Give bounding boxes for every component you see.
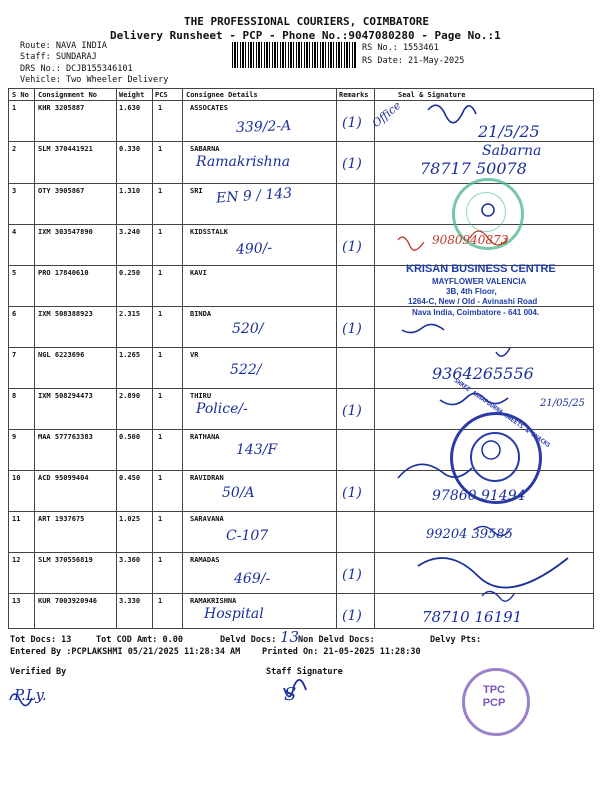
row-sno: 8 (12, 392, 17, 400)
printed-on: Printed On: 21-05-2025 11:28:30 (262, 647, 421, 657)
row-consignee-name: RAMADAS (190, 556, 220, 564)
tpc-stamp-text (474, 684, 514, 710)
row-handwritten-note: 50/A (222, 485, 255, 501)
row-consignment-no: IXM 508294473 (38, 392, 93, 400)
row-consignee-name: BINDA (190, 310, 212, 318)
row-consignment-no: SLM 370441921 (38, 145, 93, 153)
row-consignment-no: SLM 370556819 (38, 556, 93, 564)
row-pcs: 1 (158, 228, 163, 236)
col-header-seal: Seal & Signature (398, 91, 466, 99)
verified-by-label: Verified By (10, 667, 67, 677)
row8-date: 21/05/25 (540, 398, 585, 409)
row10-phone: 97860 91494 (432, 488, 526, 504)
row-handwritten-note: 522/ (230, 362, 262, 378)
row-remark: (1) (342, 485, 362, 501)
row-handwritten-note: 339/2-A (235, 118, 292, 136)
row4-phone: 9080940873 (432, 233, 509, 247)
row-consignee-name: KIDSSTALK (190, 228, 228, 236)
row-consignment-no: IXM 303547890 (38, 228, 93, 236)
row1-office-note: Office (369, 98, 404, 131)
business-stamp-line3: 3B, 4th Floor, (446, 287, 497, 296)
row-sno: 11 (12, 515, 21, 523)
row-handwritten-note: 490/- (235, 240, 273, 258)
row-consignment-no: NGL 6223696 (38, 351, 85, 359)
row-consignee-name: VR (190, 351, 199, 359)
row-consignee-name: THIRU (190, 392, 212, 400)
row-weight: 0.450 (119, 474, 141, 482)
row-remark: (1) (342, 403, 362, 419)
row-sno: 7 (12, 351, 17, 359)
total-cod-amount: Tot COD Amt: 0.00 (96, 635, 183, 645)
col-header-consignee: Consignee Details (186, 91, 258, 99)
row-consignment-no: PRO 17840610 (38, 269, 89, 277)
row-handwritten-note: 520/ (232, 321, 264, 337)
row-handwritten-note: 469/- (234, 571, 271, 587)
row2-phone: 78717 50078 (420, 159, 527, 178)
drs-no-label: DRS No.: DCJB155346101 (20, 64, 133, 74)
delivery-points-label: Delvy Pts: (430, 635, 482, 645)
col-header-pcs: PCS (155, 91, 168, 99)
row-pcs: 1 (158, 104, 163, 112)
row13-phone: 78710 16191 (422, 608, 523, 626)
row-pcs: 1 (158, 433, 163, 441)
entered-by: Entered By :PCPLAKSHMI 05/21/2025 11:28:34 AM (10, 647, 241, 657)
row-handwritten-note: Ramakrishna (196, 154, 291, 170)
row-remark: (1) (342, 115, 362, 131)
row11-phone: 99204 39585 (426, 527, 513, 542)
row-handwritten-note: Police/- (196, 401, 248, 417)
row-weight: 3.360 (119, 556, 141, 564)
col-header-consignment: Consignment No (38, 91, 98, 99)
row-consignee-name: RAVIDRAN (190, 474, 224, 482)
row-remark: (1) (342, 608, 362, 624)
row-weight: 1.630 (119, 104, 141, 112)
row-weight: 0.500 (119, 433, 141, 441)
row-pcs: 1 (158, 351, 163, 359)
row-weight: 1.265 (119, 351, 141, 359)
row-sno: 4 (12, 228, 17, 236)
row-consignment-no: OTY 3905867 (38, 187, 85, 195)
row-consignment-no: IXM 508388923 (38, 310, 93, 318)
row-consignee-name: RAMAKRISHNA (190, 597, 237, 605)
business-stamp-line4: 1264-C, New / Old - Avinashi Road (408, 297, 538, 306)
row-pcs: 1 (158, 145, 163, 153)
row-remark: (1) (342, 567, 362, 583)
company-title: THE PROFESSIONAL COURIERS, COIMBATORE (184, 15, 430, 28)
tpc-stamp-line2: PCP (482, 697, 506, 709)
total-docs: Tot Docs: 13 (10, 635, 72, 645)
row-consignee-name: KAVI (190, 269, 207, 277)
row-handwritten-note: Hospital (204, 606, 264, 622)
row-consignee-name: SARAVANA (190, 515, 224, 523)
row-sno: 9 (12, 433, 17, 441)
business-stamp-line1: KRISAN BUSINESS CENTRE (406, 263, 556, 275)
row-sno: 5 (12, 269, 17, 277)
row-weight: 1.025 (119, 515, 141, 523)
row-consignee-name: SABARNA (190, 145, 220, 153)
vehicle-label: Vehicle: Two Wheeler Delivery (20, 75, 169, 85)
col-header-sno: S No (12, 91, 29, 99)
row-pcs: 1 (158, 392, 163, 400)
row-pcs: 1 (158, 187, 163, 195)
row-sno: 1 (12, 104, 17, 112)
business-stamp-line2: MAYFLOWER VALENCIA (432, 277, 527, 286)
rs-date-label: RS Date: 21-May-2025 (362, 56, 465, 66)
row-remark: (1) (342, 321, 362, 337)
delivered-docs-label: Delvd Docs: (220, 635, 277, 645)
row-consignee-name: SRI (190, 187, 203, 195)
row-pcs: 1 (158, 474, 163, 482)
row-weight: 0.250 (119, 269, 141, 277)
row-sno: 10 (12, 474, 21, 482)
row-sno: 3 (12, 187, 17, 195)
row-handwritten-note: 143/F (236, 442, 278, 458)
non-delivered-docs-label: Non Delvd Docs: (298, 635, 375, 645)
staff-label: Staff: SUNDARAJ (20, 52, 97, 62)
row-weight: 2.890 (119, 392, 141, 400)
row-pcs: 1 (158, 515, 163, 523)
row-consignment-no: KUR 7003920946 (38, 597, 98, 605)
row1-date: 21/5/25 (478, 122, 540, 141)
row-weight: 2.315 (119, 310, 141, 318)
row-pcs: 1 (158, 269, 163, 277)
delivered-docs-value: 13 (280, 628, 300, 646)
col-header-weight: Weight (119, 91, 145, 99)
row-consignment-no: ACD 95099404 (38, 474, 89, 482)
col-header-remarks: Remarks (339, 91, 369, 99)
row-sno: 6 (12, 310, 17, 318)
row-weight: 3.240 (119, 228, 141, 236)
row7-phone: 9364265556 (432, 364, 534, 383)
business-stamp-line5: Nava India, Coimbatore - 641 004. (412, 308, 540, 317)
row-weight: 3.330 (119, 597, 141, 605)
staff-signature: S (284, 684, 297, 705)
verified-signature: P.Ly. (14, 686, 47, 704)
row-consignment-no: MAA 577763383 (38, 433, 93, 441)
row-pcs: 1 (158, 597, 163, 605)
row-weight: 0.330 (119, 145, 141, 153)
tpc-stamp-line1: TPC (483, 684, 505, 696)
row-remark: (1) (342, 156, 362, 172)
row-weight: 1.310 (119, 187, 141, 195)
row-sno: 12 (12, 556, 21, 564)
row2-signature: Sabarna (482, 143, 542, 159)
route-label: Route: NAVA INDIA (20, 41, 107, 51)
rs-no-label: RS No.: 1553461 (362, 43, 439, 53)
row-consignee-name: RATHANA (190, 433, 220, 441)
row-consignment-no: ART 1937675 (38, 515, 85, 523)
runsheet-title: Delivery Runsheet - PCP - Phone No.:9047080280 - Page No.:1 (110, 29, 501, 42)
row-pcs: 1 (158, 556, 163, 564)
row-consignee-name: ASSOCATES (190, 104, 228, 112)
row-handwritten-note: C-107 (226, 528, 269, 544)
row-handwritten-note: EN 9 / 143 (215, 185, 293, 207)
row-pcs: 1 (158, 310, 163, 318)
row-remark: (1) (342, 239, 362, 255)
row-sno: 2 (12, 145, 17, 153)
sweets-shop-seal-text: SHREE ANNAPOORNA SWEETS & SNACKS (452, 377, 552, 450)
row-sno: 13 (12, 597, 21, 605)
staff-signature-label: Staff Signature (266, 667, 343, 677)
row-consignment-no: KHR 3205887 (38, 104, 85, 112)
